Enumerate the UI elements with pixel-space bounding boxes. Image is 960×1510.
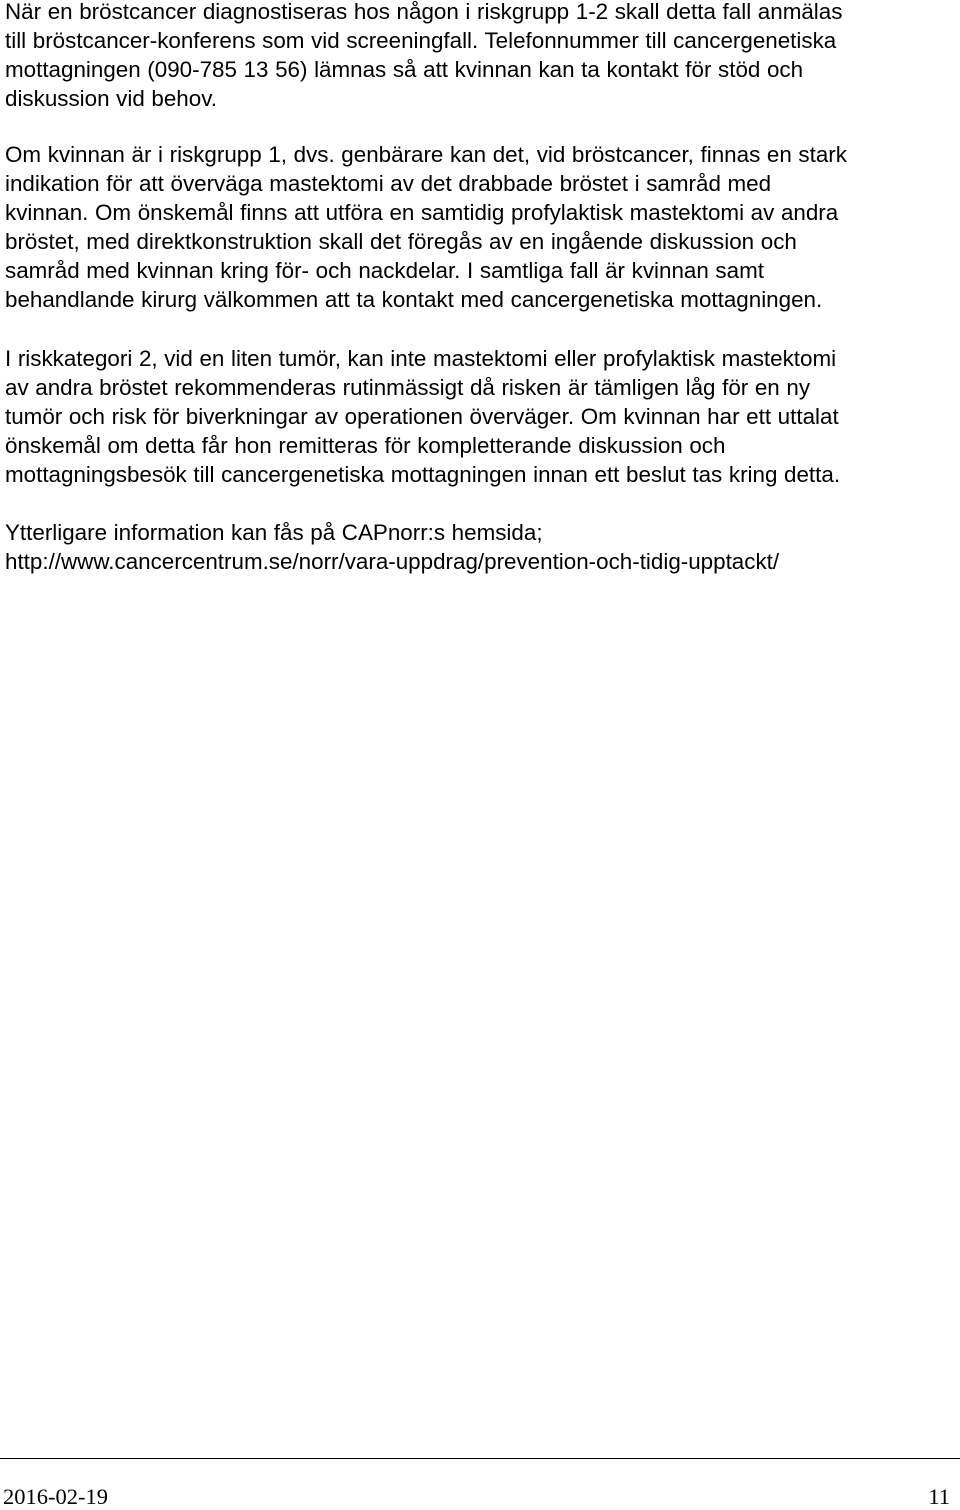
footer-divider xyxy=(0,1458,960,1459)
paragraph-screening-notice: När en bröstcancer diagnostiseras hos någon i riskgrupp 1-2 skall detta fall anmälas till bröstcancer-konferens som vid screeningfall. Telefonnummer till cancergenetiska mottagningen (090-785 13 56) lämnas så att kvinnan kan ta kontakt för stöd och diskussion vid behov. xyxy=(5,0,843,111)
footer-page-number: 11 xyxy=(928,1484,950,1509)
paragraph-risk-group-2: I riskkategori 2, vid en liten tumör, kan inte mastektomi eller profylaktisk mastektomi av andra bröstet rekommenderas rutinmässigt då risken är tämligen låg för en ny tumör och risk för biverkningar av operationen överväger. Om kvinnan har ett uttalat önskemål om detta får hon remitteras för kompletterande diskussion och mottagningsbesök till cancergenetiska mottagningen innan ett beslut tas kring detta. xyxy=(5,346,841,487)
footer-date: 2016-02-19 xyxy=(3,1484,108,1509)
paragraph-risk-group-1: Om kvinnan är i riskgrupp 1, dvs. genbärare kan det, vid bröstcancer, finnas en stark indikation för att överväga mastektomi av det drabbade bröstet i samråd med kvinnan. Om önskemål finns att utföra en samtidig profylaktisk mastektomi av andra bröstet, med direktkonstruktion skall det föregås av en ingående diskussion och samråd med kvinnan kring för- och nackdelar. I samtliga fall är kvinnan samt behandlande kirurg välkommen att ta kontakt med cancergenetiska mottagningen. xyxy=(5,142,847,312)
paragraph-more-information: Ytterligare information kan fås på CAPnorr:s hemsida; http://www.cancercentrum.se/norr/vara-uppdrag/prevention-och-tidig-upptackt/ xyxy=(5,520,780,574)
